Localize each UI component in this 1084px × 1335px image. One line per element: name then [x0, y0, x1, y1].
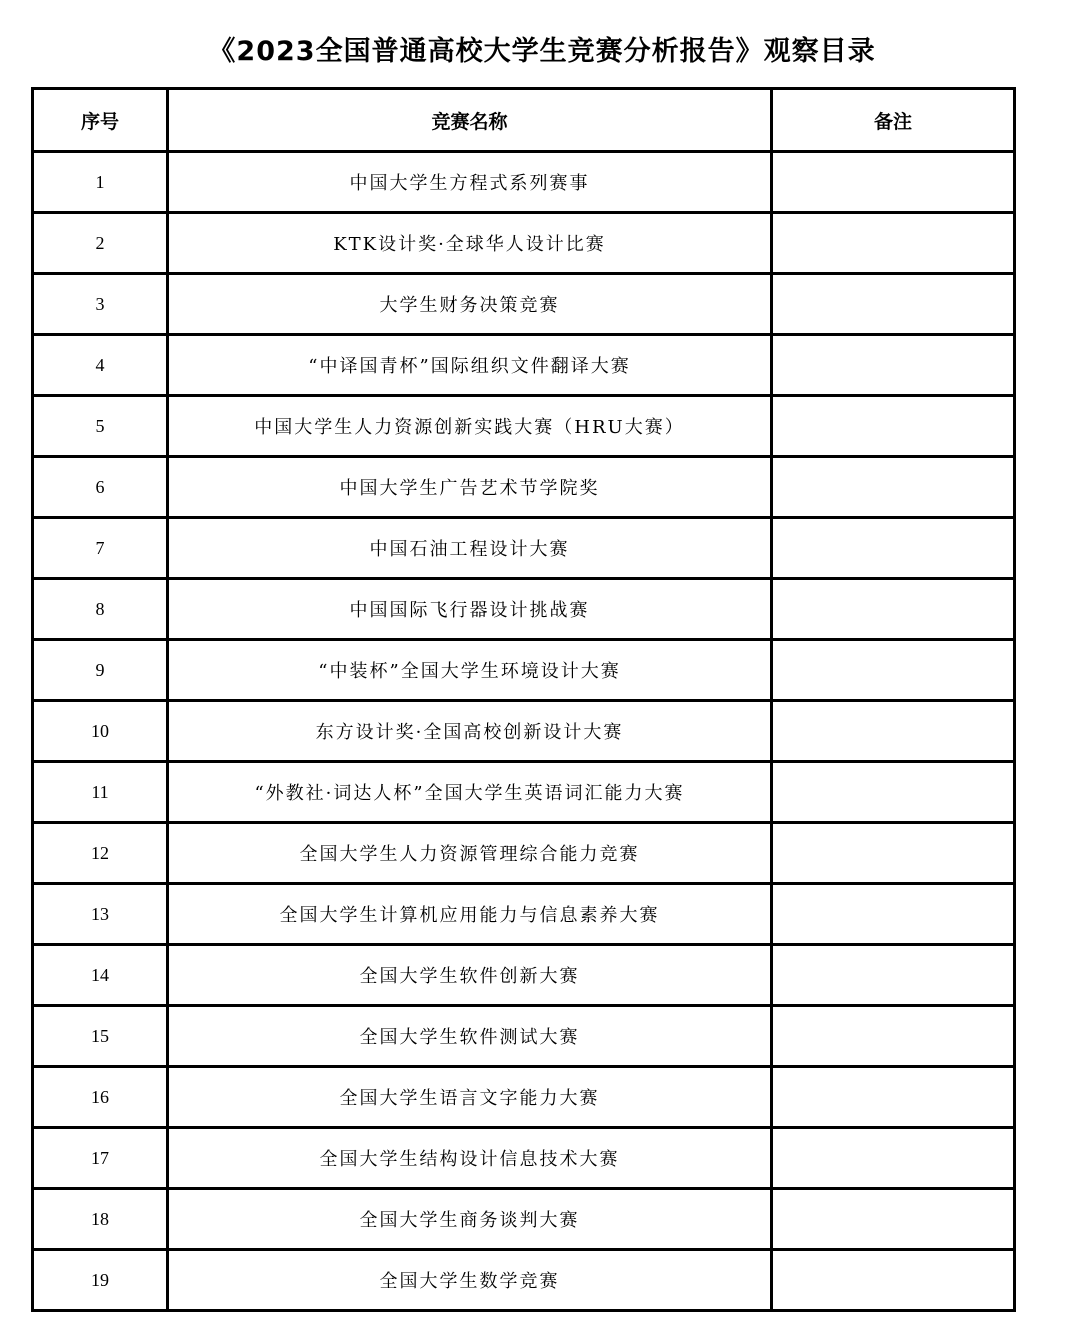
row-index: 1 [33, 152, 168, 213]
competition-name: 全国大学生软件测试大赛 [168, 1006, 772, 1067]
header-name: 竞赛名称 [168, 89, 772, 152]
remark-cell [772, 1067, 1015, 1128]
table-row [33, 396, 1015, 457]
table-row [33, 884, 1015, 945]
competition-name: 全国大学生计算机应用能力与信息素养大赛 [168, 884, 772, 945]
competition-name: 大学生财务决策竞赛 [168, 274, 772, 335]
row-index: 19 [33, 1250, 168, 1311]
remark-cell [772, 1128, 1015, 1189]
competition-name: 东方设计奖·全国高校创新设计大赛 [168, 701, 772, 762]
remark-cell [772, 396, 1015, 457]
row-index: 18 [33, 1189, 168, 1250]
header-index: 序号 [33, 89, 168, 152]
row-index: 4 [33, 335, 168, 396]
table-row [33, 945, 1015, 1006]
row-index: 7 [33, 518, 168, 579]
table-row [33, 1006, 1015, 1067]
row-index: 11 [33, 762, 168, 823]
remark-cell [772, 152, 1015, 213]
competition-name: “中译国青杯”国际组织文件翻译大赛 [168, 335, 772, 396]
row-index: 15 [33, 1006, 168, 1067]
row-index: 8 [33, 579, 168, 640]
table-row [33, 518, 1015, 579]
competition-name: 中国大学生广告艺术节学院奖 [168, 457, 772, 518]
table-row [33, 823, 1015, 884]
remark-cell [772, 945, 1015, 1006]
table-row [33, 701, 1015, 762]
row-index: 10 [33, 701, 168, 762]
remark-cell [772, 1250, 1015, 1311]
row-index: 14 [33, 945, 168, 1006]
table-row [33, 762, 1015, 823]
competition-name: 全国大学生数学竞赛 [168, 1250, 772, 1311]
competition-name: 全国大学生商务谈判大赛 [168, 1189, 772, 1250]
row-index: 9 [33, 640, 168, 701]
header-remark: 备注 [772, 89, 1015, 152]
table-row [33, 1067, 1015, 1128]
competition-name: 全国大学生软件创新大赛 [168, 945, 772, 1006]
remark-cell [772, 335, 1015, 396]
remark-cell [772, 579, 1015, 640]
competition-name: 全国大学生结构设计信息技术大赛 [168, 1128, 772, 1189]
row-index: 16 [33, 1067, 168, 1128]
competition-name: KTK设计奖·全球华人设计比赛 [168, 213, 772, 274]
remark-cell [772, 1189, 1015, 1250]
row-index: 13 [33, 884, 168, 945]
competition-name: “中装杯”全国大学生环境设计大赛 [168, 640, 772, 701]
table-header-row [33, 89, 1015, 152]
table-row [33, 457, 1015, 518]
table-row [33, 1128, 1015, 1189]
competition-name: 中国石油工程设计大赛 [168, 518, 772, 579]
competition-name: “外教社·词达人杯”全国大学生英语词汇能力大赛 [168, 762, 772, 823]
table-row [33, 1189, 1015, 1250]
table-row [33, 274, 1015, 335]
remark-cell [772, 823, 1015, 884]
table-row [33, 152, 1015, 213]
remark-cell [772, 457, 1015, 518]
row-index: 3 [33, 274, 168, 335]
competition-name: 全国大学生人力资源管理综合能力竞赛 [168, 823, 772, 884]
remark-cell [772, 213, 1015, 274]
row-index: 12 [33, 823, 168, 884]
table-row [33, 335, 1015, 396]
remark-cell [772, 640, 1015, 701]
competition-table [31, 87, 1016, 1312]
competition-name: 中国大学生方程式系列赛事 [168, 152, 772, 213]
table-row [33, 579, 1015, 640]
competition-name: 中国大学生人力资源创新实践大赛（HRU大赛） [168, 396, 772, 457]
competition-name: 中国国际飞行器设计挑战赛 [168, 579, 772, 640]
table-row [33, 640, 1015, 701]
remark-cell [772, 884, 1015, 945]
table-row [33, 1250, 1015, 1311]
row-index: 17 [33, 1128, 168, 1189]
remark-cell [772, 762, 1015, 823]
row-index: 2 [33, 213, 168, 274]
document-title: 《2023全国普通高校大学生竞赛分析报告》观察目录 [208, 36, 876, 67]
competition-name: 全国大学生语言文字能力大赛 [168, 1067, 772, 1128]
remark-cell [772, 701, 1015, 762]
remark-cell [772, 274, 1015, 335]
row-index: 5 [33, 396, 168, 457]
row-index: 6 [33, 457, 168, 518]
remark-cell [772, 1006, 1015, 1067]
table-row [33, 213, 1015, 274]
remark-cell [772, 518, 1015, 579]
